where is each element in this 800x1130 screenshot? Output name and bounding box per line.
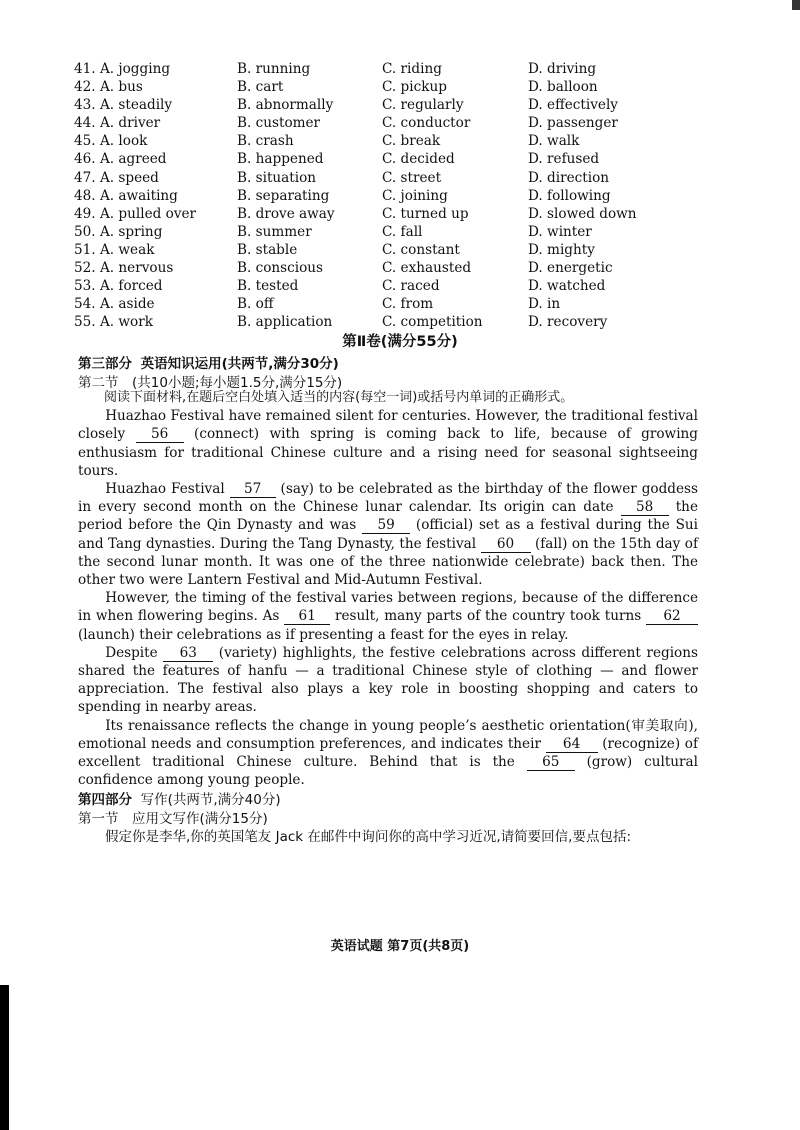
option-row xyxy=(74,295,714,313)
option-a-text: A. look xyxy=(99,133,148,150)
p5-text-1: Its renaissance reflects the change in young people’s aesthetic orientation(审美取向), emotional needs and consumption preferences, and indicates their xyxy=(78,717,698,752)
option-a[interactable] xyxy=(74,277,237,295)
option-b[interactable]: B. application xyxy=(237,314,333,331)
p2-text-2: (say) to be celebrated as the birthday of the flower goddess in every second month on the Chinese lunar calendar. Its origin can date xyxy=(78,481,698,516)
option-row xyxy=(74,241,714,259)
option-d[interactable]: D. energetic xyxy=(528,260,613,277)
option-d[interactable]: D. in xyxy=(528,296,561,313)
option-c[interactable]: C. raced xyxy=(382,278,440,295)
instruction: 阅读下面材料,在题后空白处填入适当的内容(每空一词)或括号内单词的正确形式。 xyxy=(104,390,574,405)
option-c[interactable]: C. competition xyxy=(382,314,483,331)
paragraph-1 xyxy=(78,407,698,480)
volume-title: 第Ⅱ卷(满分55分) xyxy=(342,334,458,350)
option-a-text: A. nervous xyxy=(99,260,174,277)
option-c[interactable]: C. pickup xyxy=(382,79,447,96)
p2-text-5: (fall) on the 15th day of the second lunar month. It was one of the three nationwide celebrate) back then. The other two were Lantern Festival and Mid-Autumn Festival. xyxy=(78,535,698,589)
question-number: 45. xyxy=(74,133,96,150)
option-a-text: A. steadily xyxy=(99,97,173,114)
p2-text-1: Huazhao Festival xyxy=(105,481,230,498)
option-b[interactable]: B. cart xyxy=(237,79,284,96)
option-b[interactable]: B. drove away xyxy=(237,205,335,222)
option-c[interactable]: C. decided xyxy=(382,151,455,168)
option-a-text: A. weak xyxy=(99,241,155,258)
option-b[interactable]: B. summer xyxy=(237,223,312,240)
option-a[interactable] xyxy=(74,205,237,223)
option-b[interactable]: B. off xyxy=(237,296,274,313)
part3-heading xyxy=(78,352,339,372)
writing-prompt: 假定你是李华,你的英国笔友 Jack 在邮件中询问你的高中学习近况,请简要回信,要点包括: xyxy=(105,828,631,845)
question-number: 46. xyxy=(74,151,96,168)
part3-label: 第三部分 xyxy=(78,356,132,372)
option-a-text: A. speed xyxy=(99,169,159,186)
blank-61[interactable]: 61 xyxy=(284,609,330,625)
part3-title: 英语知识运用(共两节,满分30分) xyxy=(140,356,339,372)
p2-text-3: the period before the Qin Dynasty and was xyxy=(78,499,698,534)
option-b[interactable]: B. happened xyxy=(237,151,324,168)
p5-text-2: (recognize) of excellent traditional Chinese culture. Behind that is the xyxy=(78,735,698,771)
question-number: 50. xyxy=(74,223,96,240)
blank-64[interactable]: 64 xyxy=(546,737,598,753)
option-d[interactable]: D. balloon xyxy=(528,79,598,96)
blank-57[interactable]: 57 xyxy=(230,482,276,498)
option-d[interactable]: D. recovery xyxy=(528,314,608,331)
option-d[interactable]: D. watched xyxy=(528,278,606,295)
option-a[interactable] xyxy=(74,241,237,259)
option-d[interactable]: D. following xyxy=(528,187,611,204)
option-c[interactable]: C. break xyxy=(382,133,441,150)
option-a-text: A. pulled over xyxy=(99,205,197,222)
option-a[interactable] xyxy=(74,132,237,150)
paragraph-2 xyxy=(78,480,698,589)
option-row xyxy=(74,60,714,78)
part4-label: 第四部分 xyxy=(78,792,132,809)
option-d[interactable]: D. slowed down xyxy=(528,205,637,222)
option-a[interactable] xyxy=(74,169,237,187)
part4-heading xyxy=(78,791,698,809)
option-a-text: A. bus xyxy=(99,79,143,96)
option-b[interactable]: B. separating xyxy=(237,187,330,204)
option-d[interactable]: D. mighty xyxy=(528,241,595,258)
blank-65[interactable]: 65 xyxy=(527,755,575,771)
option-d[interactable]: D. refused xyxy=(528,151,600,168)
option-c[interactable]: C. constant xyxy=(382,241,460,258)
option-b[interactable]: B. tested xyxy=(237,278,299,295)
answer-options-list xyxy=(74,60,714,331)
paragraph-5 xyxy=(78,717,698,790)
option-a[interactable] xyxy=(74,259,237,277)
option-a-text: A. aside xyxy=(99,296,155,313)
question-number: 42. xyxy=(74,79,96,96)
option-a-text: A. driver xyxy=(99,115,161,132)
option-a[interactable] xyxy=(74,78,237,96)
option-row xyxy=(74,132,714,150)
option-a[interactable] xyxy=(74,114,237,132)
option-c[interactable]: C. street xyxy=(382,169,442,186)
p3-text-1: However, the timing of the festival varies between regions, because of the difference in when flowering begins. As xyxy=(78,590,698,625)
option-a-text: A. jogging xyxy=(99,61,171,77)
option-row xyxy=(74,114,714,132)
option-c[interactable]: C. from xyxy=(382,296,434,313)
option-a-text: A. agreed xyxy=(99,151,167,168)
option-c[interactable]: C. joining xyxy=(382,187,448,204)
option-row xyxy=(74,150,714,168)
option-b[interactable]: B. stable xyxy=(237,241,298,258)
p1-text-1: Huazhao Festival have remained silent for centuries. However, the traditional festival closely xyxy=(78,408,698,443)
option-a-text: A. work xyxy=(99,314,153,331)
p3-text-2: result, many parts of the country took turns xyxy=(330,608,646,625)
option-d[interactable]: D. winter xyxy=(528,223,592,240)
question-number: 52. xyxy=(74,260,96,277)
blank-59[interactable]: 59 xyxy=(362,518,410,534)
option-a-text: A. forced xyxy=(99,278,163,295)
option-row xyxy=(74,169,714,187)
option-row xyxy=(74,313,714,331)
paragraph-4 xyxy=(78,644,698,717)
option-a[interactable] xyxy=(74,150,237,168)
option-a[interactable] xyxy=(74,313,237,331)
option-d[interactable]: D. walk xyxy=(528,133,580,150)
blank-63[interactable]: 63 xyxy=(163,646,213,662)
option-a-text: A. spring xyxy=(99,223,163,240)
option-b[interactable]: B. crash xyxy=(237,133,294,150)
option-a-text: A. awaiting xyxy=(99,187,178,204)
p2-text-4: (official) set as a festival during the Sui and Tang dynasties. During the Tang Dynasty, the festival xyxy=(78,517,698,552)
question-number: 51. xyxy=(74,241,96,258)
option-d[interactable]: D. direction xyxy=(528,169,610,186)
option-a[interactable] xyxy=(74,295,237,313)
option-d[interactable]: D. passenger xyxy=(528,115,618,132)
question-number: 54. xyxy=(74,296,96,313)
question-number: 47. xyxy=(74,169,96,186)
question-number: 53. xyxy=(74,278,96,295)
option-row xyxy=(74,187,714,205)
p4-text-2: (variety) highlights, the festive celebrations across different regions shared the features of hanfu — a traditional Chinese style of clothing — and flower appreciation. The festival also plays a key role in boosting shopping and caters to spending in nearby areas. xyxy=(78,644,698,716)
blank-58[interactable]: 58 xyxy=(621,500,669,516)
question-number: 49. xyxy=(74,205,96,222)
option-b[interactable]: B. situation xyxy=(237,169,317,186)
option-b[interactable]: B. conscious xyxy=(237,260,324,277)
option-row xyxy=(74,78,714,96)
option-d[interactable]: D. driving xyxy=(528,61,597,77)
paragraph-3 xyxy=(78,589,698,644)
option-a[interactable] xyxy=(74,223,237,241)
blank-60[interactable]: 60 xyxy=(481,537,531,553)
option-c[interactable]: C. fall xyxy=(382,223,423,240)
option-c[interactable]: C. riding xyxy=(382,61,442,77)
question-number: 48. xyxy=(74,187,96,204)
option-c[interactable]: C. conductor xyxy=(382,115,471,132)
option-c[interactable]: C. turned up xyxy=(382,205,469,222)
option-row xyxy=(74,259,714,277)
option-c[interactable]: C. exhausted xyxy=(382,260,472,277)
option-b[interactable]: B. running xyxy=(237,61,311,77)
p3-text-3: (launch) their celebrations as if presenting a feast for the eyes in relay. xyxy=(78,626,569,643)
question-number: 55. xyxy=(74,314,96,331)
p5-text-3: (grow) cultural confidence among young people. xyxy=(78,754,698,789)
question-number: 44. xyxy=(74,115,96,132)
option-row xyxy=(74,223,714,241)
section1-heading: 第一节 应用文写作(满分15分) xyxy=(78,810,268,827)
question-number: 41. xyxy=(74,61,96,77)
blank-62[interactable]: 62 xyxy=(646,609,698,625)
part4-title: 写作(共两节,满分40分) xyxy=(140,792,281,809)
option-b[interactable]: B. customer xyxy=(237,115,321,132)
option-row xyxy=(74,205,714,223)
scan-edge-bar xyxy=(0,985,9,1130)
option-c[interactable]: C. regularly xyxy=(382,97,464,114)
option-a[interactable] xyxy=(74,96,237,114)
option-a[interactable] xyxy=(74,187,237,205)
cloze-passage xyxy=(78,389,698,846)
option-a[interactable] xyxy=(74,60,237,78)
question-number: 43. xyxy=(74,97,96,114)
blank-56[interactable]: 56 xyxy=(136,427,184,443)
p1-text-2: (connect) with spring is coming back to life, because of growing enthusiasm for traditional Chinese culture and a rising need for seasonal sightseeing tours. xyxy=(78,426,698,479)
option-d[interactable]: D. effectively xyxy=(528,97,618,114)
option-b[interactable]: B. abnormally xyxy=(237,97,334,114)
option-row xyxy=(74,277,714,295)
section2-heading: 第二节 (共10小题;每小题1.5分,满分15分) xyxy=(78,375,343,391)
option-row xyxy=(74,96,714,114)
page-footer: 英语试题 第7页(共8页) xyxy=(330,939,470,954)
scan-corner-mark xyxy=(792,0,800,10)
p4-text-1: Despite xyxy=(105,644,164,661)
